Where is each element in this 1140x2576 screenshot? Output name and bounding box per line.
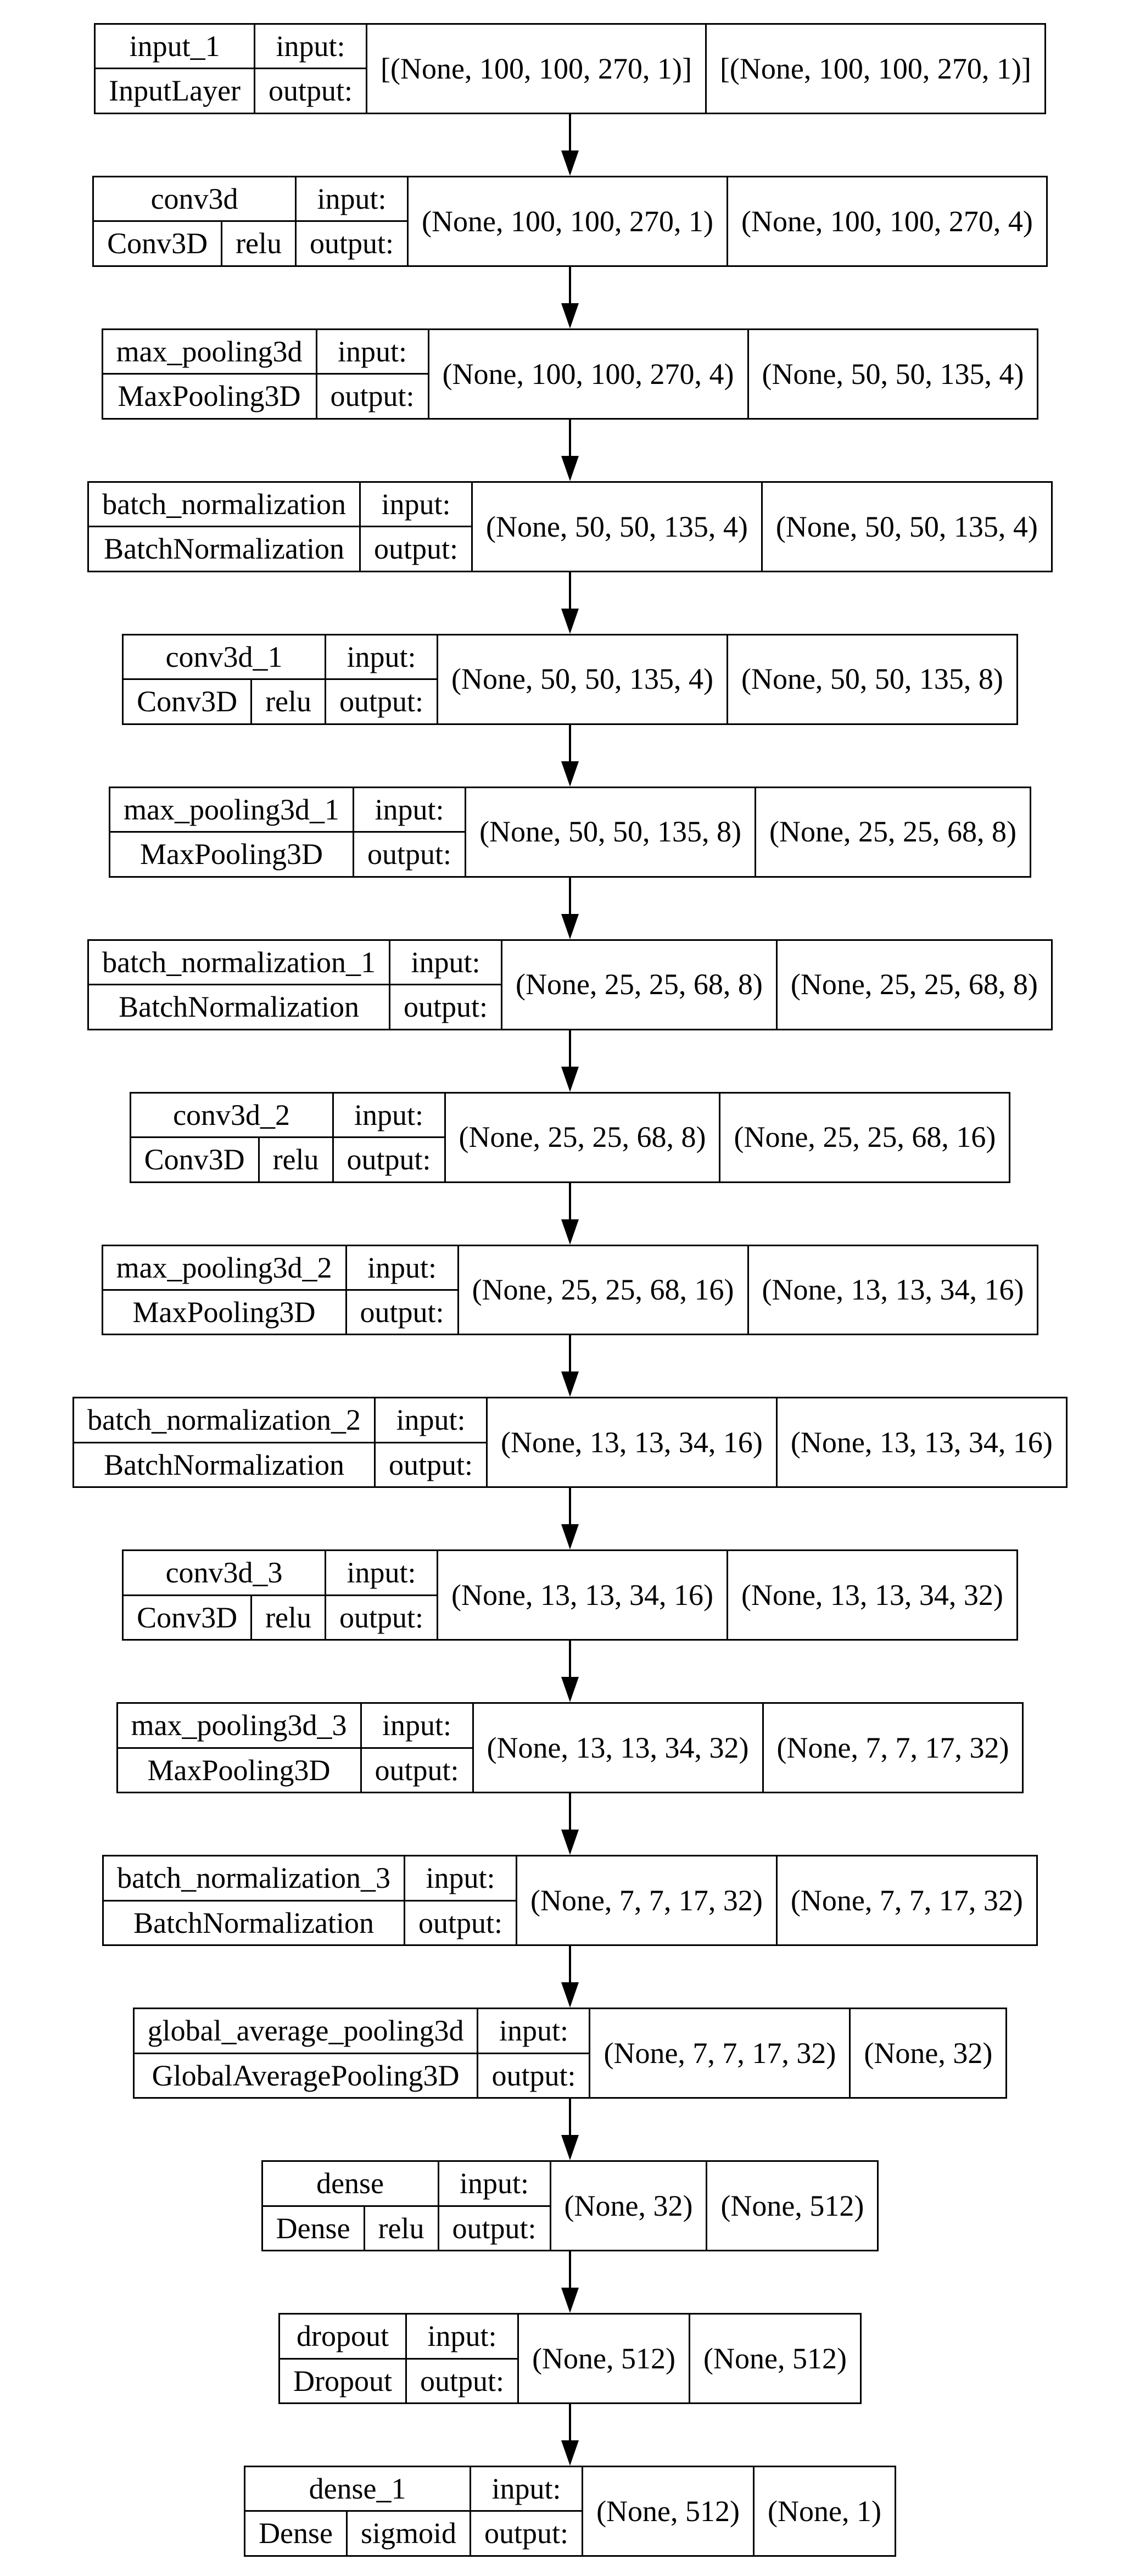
arrow-shaft-line [569, 725, 571, 761]
input-label: input: [406, 2314, 518, 2358]
input-shape: (None, 25, 25, 68, 8) [445, 1092, 720, 1182]
output-label: output: [296, 221, 408, 266]
layer-class: Conv3D [123, 679, 252, 724]
layer-class: Dense [245, 2511, 347, 2556]
output-shape: (None, 13, 13, 34, 16) [776, 1398, 1066, 1487]
flow-arrow [561, 2404, 579, 2466]
arrow-shaft-line [569, 420, 571, 456]
layer-name: dense_1 [245, 2467, 471, 2511]
layer-name: batch_normalization [88, 482, 360, 526]
output-label: output: [316, 374, 428, 419]
input-shape: (None, 13, 13, 34, 32) [473, 1703, 763, 1793]
layer-activation: sigmoid [347, 2511, 471, 2556]
arrow-shaft-line [569, 2099, 571, 2135]
arrow-shaft-line [569, 1641, 571, 1677]
flow-arrow [561, 1793, 579, 1855]
layer-node [244, 2466, 896, 2557]
arrow-shaft-line [569, 1183, 571, 1219]
output-shape: (None, 50, 50, 135, 8) [727, 634, 1017, 724]
layer-class: Conv3D [123, 1595, 252, 1640]
layer-class: BatchNormalization [88, 527, 360, 571]
layer-name: conv3d_2 [130, 1092, 333, 1137]
arrowhead-down-icon [561, 2288, 579, 2313]
layer-activation: relu [222, 221, 296, 266]
input-shape: (None, 13, 13, 34, 16) [487, 1398, 776, 1487]
arrowhead-down-icon [561, 1067, 579, 1092]
input-label: input: [361, 1703, 473, 1748]
arrowhead-down-icon [561, 914, 579, 939]
flow-arrow [561, 1030, 579, 1092]
layer-name: batch_normalization_3 [103, 1856, 405, 1900]
output-label: output: [354, 832, 466, 877]
input-label: input: [326, 1551, 438, 1595]
input-shape: (None, 25, 25, 68, 16) [458, 1245, 748, 1335]
input-label: input: [478, 2009, 590, 2053]
output-shape: (None, 1) [754, 2467, 896, 2556]
layer-name: batch_normalization_1 [88, 940, 390, 984]
input-shape: (None, 100, 100, 270, 4) [428, 329, 748, 419]
input-shape: [(None, 100, 100, 270, 1)] [367, 24, 706, 114]
layer-class: GlobalAveragePooling3D [133, 2053, 478, 2098]
flow-arrow [561, 725, 579, 787]
layer-node [92, 176, 1048, 267]
layer-name: dropout [280, 2314, 406, 2358]
input-label: input: [471, 2467, 583, 2511]
flow-arrow [561, 1183, 579, 1245]
arrowhead-down-icon [561, 1219, 579, 1245]
flow-arrow [561, 2099, 579, 2160]
arrowhead-down-icon [561, 1982, 579, 2008]
layer-node [116, 1702, 1024, 1793]
layer-activation: relu [252, 679, 326, 724]
input-label: input: [438, 2161, 550, 2206]
flow-arrow [561, 878, 579, 939]
output-label: output: [375, 1442, 487, 1487]
input-shape: (None, 512) [518, 2314, 690, 2404]
layer-node [122, 634, 1018, 725]
input-shape: (None, 100, 100, 270, 1) [408, 176, 728, 266]
input-label: input: [326, 634, 438, 679]
output-label: output: [326, 1595, 438, 1640]
layer-node [102, 1245, 1039, 1336]
output-label: output: [360, 527, 472, 571]
layer-activation: relu [252, 1595, 326, 1640]
layer-name: max_pooling3d_2 [102, 1245, 346, 1290]
layer-name: conv3d_3 [123, 1551, 326, 1595]
arrowhead-down-icon [561, 2135, 579, 2160]
arrowhead-down-icon [561, 761, 579, 787]
layer-class: BatchNormalization [88, 985, 390, 1029]
output-label: output: [361, 1748, 473, 1792]
output-label: output: [346, 1290, 458, 1334]
arrow-shaft-line [569, 2251, 571, 2288]
input-shape: (None, 7, 7, 17, 32) [516, 1856, 776, 1945]
output-shape: [(None, 100, 100, 270, 1)] [706, 24, 1045, 114]
output-shape: (None, 13, 13, 34, 32) [727, 1551, 1017, 1640]
layer-class: Conv3D [130, 1138, 259, 1182]
flow-arrow [561, 572, 579, 634]
layer-class: MaxPooling3D [102, 374, 316, 419]
layer-name: conv3d [93, 176, 296, 221]
arrowhead-down-icon [561, 456, 579, 481]
output-label: output: [404, 1900, 516, 1945]
output-label: output: [478, 2053, 590, 2098]
output-shape: (None, 25, 25, 68, 8) [756, 787, 1031, 877]
arrowhead-down-icon [561, 1371, 579, 1397]
layer-class: MaxPooling3D [110, 832, 354, 877]
layer-name: max_pooling3d_3 [117, 1703, 361, 1748]
layer-node [130, 1092, 1011, 1183]
output-label: output: [471, 2511, 583, 2556]
layer-class: Dropout [280, 2358, 406, 2403]
layer-name: batch_normalization_2 [74, 1398, 375, 1442]
output-label: output: [326, 679, 438, 724]
layer-class: MaxPooling3D [102, 1290, 346, 1334]
arrow-shaft-line [569, 1030, 571, 1067]
layer-node [109, 787, 1031, 878]
output-shape: (None, 512) [707, 2161, 878, 2251]
input-shape: (None, 50, 50, 135, 4) [472, 482, 762, 571]
layer-class: InputLayer [95, 69, 255, 113]
layer-node [72, 1397, 1068, 1488]
layer-node [94, 23, 1046, 114]
flow-arrow [561, 2251, 579, 2313]
layer-class: Conv3D [93, 221, 222, 266]
output-label: output: [333, 1138, 445, 1182]
output-label: output: [389, 985, 501, 1029]
input-shape: (None, 25, 25, 68, 8) [501, 940, 776, 1029]
arrow-shaft-line [569, 878, 571, 914]
flow-arrow [561, 114, 579, 176]
layer-node [102, 328, 1039, 420]
input-shape: (None, 13, 13, 34, 16) [438, 1551, 728, 1640]
output-shape: (None, 7, 7, 17, 32) [776, 1856, 1037, 1945]
layer-node [278, 2313, 862, 2404]
input-label: input: [333, 1092, 445, 1137]
flow-arrow [561, 1488, 579, 1549]
layer-node [261, 2160, 879, 2251]
output-shape: (None, 512) [690, 2314, 861, 2404]
input-label: input: [360, 482, 472, 526]
arrow-shaft-line [569, 267, 571, 303]
input-label: input: [255, 24, 367, 69]
output-shape: (None, 25, 25, 68, 8) [776, 940, 1052, 1029]
layer-name: global_average_pooling3d [133, 2009, 478, 2053]
output-shape: (None, 25, 25, 68, 16) [720, 1092, 1010, 1182]
arrowhead-down-icon [561, 609, 579, 634]
layer-name: conv3d_1 [123, 634, 326, 679]
arrowhead-down-icon [561, 2440, 579, 2466]
output-shape: (None, 100, 100, 270, 4) [727, 176, 1047, 266]
input-label: input: [389, 940, 501, 984]
input-label: input: [375, 1398, 487, 1442]
output-label: output: [438, 2206, 550, 2250]
layer-class: MaxPooling3D [117, 1748, 361, 1792]
arrowhead-down-icon [561, 1830, 579, 1855]
layer-name: dense [262, 2161, 438, 2206]
output-label: output: [406, 2358, 518, 2403]
arrow-shaft-line [569, 2404, 571, 2440]
arrowhead-down-icon [561, 1677, 579, 1702]
output-shape: (None, 7, 7, 17, 32) [763, 1703, 1023, 1793]
layer-name: max_pooling3d [102, 329, 316, 373]
arrowhead-down-icon [561, 150, 579, 176]
output-label: output: [255, 69, 367, 113]
input-label: input: [404, 1856, 516, 1900]
input-label: input: [316, 329, 428, 373]
input-label: input: [296, 176, 408, 221]
arrow-shaft-line [569, 1335, 571, 1371]
layer-node [87, 939, 1053, 1030]
flow-arrow [561, 1946, 579, 2008]
output-shape: (None, 32) [850, 2009, 1007, 2098]
arrow-shaft-line [569, 114, 571, 150]
arrowhead-down-icon [561, 303, 579, 328]
arrow-shaft-line [569, 1488, 571, 1524]
layer-node [102, 1855, 1038, 1946]
output-shape: (None, 13, 13, 34, 16) [748, 1245, 1038, 1335]
layer-node [87, 481, 1053, 572]
flow-arrow [561, 420, 579, 481]
layer-activation: relu [364, 2206, 438, 2250]
layer-class: BatchNormalization [74, 1442, 375, 1487]
input-label: input: [354, 787, 466, 832]
layer-name: input_1 [95, 24, 255, 69]
input-shape: (None, 50, 50, 135, 8) [466, 787, 756, 877]
flow-arrow [561, 1641, 579, 1702]
input-shape: (None, 512) [583, 2467, 754, 2556]
input-shape: (None, 7, 7, 17, 32) [590, 2009, 850, 2098]
flow-arrow [561, 267, 579, 328]
layer-node [122, 1549, 1018, 1641]
input-label: input: [346, 1245, 458, 1290]
flow-arrow [561, 1335, 579, 1397]
layer-activation: relu [259, 1138, 333, 1182]
layer-name: max_pooling3d_1 [110, 787, 354, 832]
input-shape: (None, 50, 50, 135, 4) [438, 634, 728, 724]
output-shape: (None, 50, 50, 135, 4) [748, 329, 1038, 419]
input-shape: (None, 32) [550, 2161, 707, 2251]
arrowhead-down-icon [561, 1524, 579, 1549]
output-shape: (None, 50, 50, 135, 4) [762, 482, 1052, 571]
layer-node [133, 2008, 1008, 2099]
layer-class: Dense [262, 2206, 364, 2250]
layer-class: BatchNormalization [103, 1900, 405, 1945]
arrow-shaft-line [569, 572, 571, 609]
arrow-shaft-line [569, 1946, 571, 1982]
arrow-shaft-line [569, 1793, 571, 1830]
